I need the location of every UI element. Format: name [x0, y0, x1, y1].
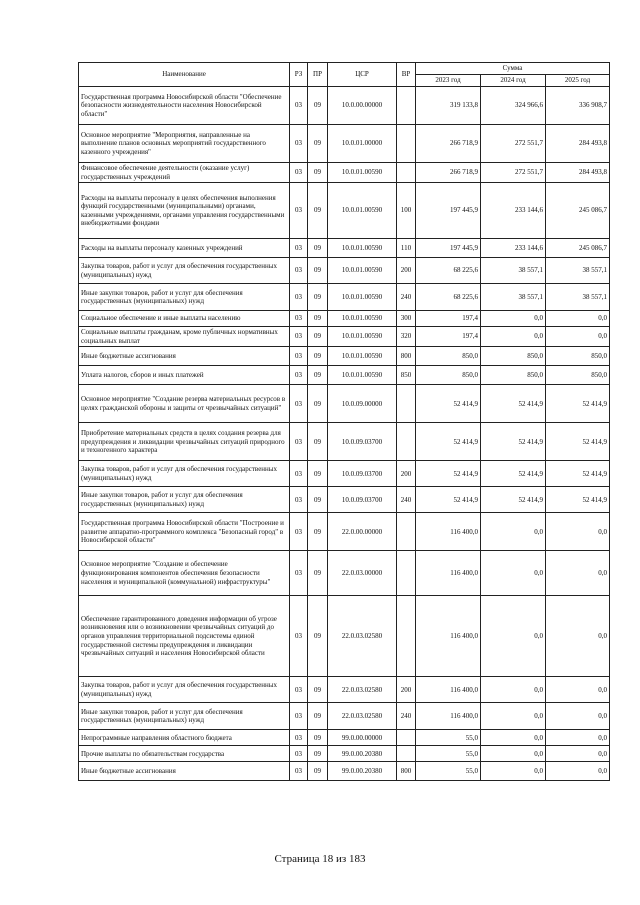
row-csr: 10.0.01.00590: [328, 366, 397, 385]
table-row: [79, 461, 610, 487]
row-rz: 03: [290, 87, 308, 125]
row-pr: 09: [308, 762, 328, 781]
row-csr: 10.0.01.00590: [328, 311, 397, 327]
row-vr: 850: [397, 366, 416, 385]
row-pr: 09: [308, 258, 328, 284]
row-name: Расходы на выплаты персоналу казенных учреждений: [79, 239, 290, 258]
row-rz: 03: [290, 258, 308, 284]
row-rz: 03: [290, 125, 308, 163]
row-rz: 03: [290, 746, 308, 762]
row-rz: 03: [290, 327, 308, 347]
row-rz: 03: [290, 551, 308, 596]
row-sum-2025: 850,0: [546, 366, 610, 385]
row-rz: 03: [290, 311, 308, 327]
table-row: [79, 183, 610, 239]
row-sum-2023: 68 225,6: [416, 258, 481, 284]
row-vr: 200: [397, 677, 416, 703]
row-pr: 09: [308, 596, 328, 677]
row-name: Закупка товаров, работ и услуг для обеспечения государственных (муниципальных) нужд: [79, 461, 290, 487]
table-row: [79, 746, 610, 762]
row-sum-2024: 324 966,6: [481, 87, 546, 125]
table-body: [79, 87, 610, 781]
table-row: [79, 366, 610, 385]
row-pr: 09: [308, 163, 328, 183]
header-year-2025: 2025 год: [546, 75, 610, 87]
row-sum-2025: 0,0: [546, 703, 610, 730]
row-csr: 22.0.03.02580: [328, 703, 397, 730]
row-sum-2024: 233 144,6: [481, 239, 546, 258]
row-name: Основное мероприятие "Создание и обеспечение функционирования компонентов обеспечения безопасности населения и муниципальной (коммунальной) инфраструктуры": [79, 551, 290, 596]
row-sum-2025: 0,0: [546, 677, 610, 703]
row-vr: 200: [397, 258, 416, 284]
row-rz: 03: [290, 730, 308, 746]
row-sum-2025: 0,0: [546, 513, 610, 551]
row-pr: 09: [308, 284, 328, 311]
row-sum-2023: 197 445,9: [416, 239, 481, 258]
row-pr: 09: [308, 746, 328, 762]
row-sum-2024: 0,0: [481, 703, 546, 730]
table-row: [79, 239, 610, 258]
row-csr: 10.0.01.00590: [328, 347, 397, 366]
row-vr: [397, 125, 416, 163]
row-name: Основное мероприятие "Создание резерва материальных ресурсов в целях гражданской обороны и защиты от чрезвычайных ситуаций": [79, 385, 290, 423]
row-name: Иные закупки товаров, работ и услуг для обеспечения государственных (муниципальных) нужд: [79, 284, 290, 311]
row-csr: 10.0.01.00590: [328, 163, 397, 183]
row-pr: 09: [308, 366, 328, 385]
row-rz: 03: [290, 423, 308, 461]
row-name: Иные закупки товаров, работ и услуг для обеспечения государственных (муниципальных) нужд: [79, 487, 290, 513]
row-csr: 10.0.09.03700: [328, 487, 397, 513]
table-row: [79, 487, 610, 513]
row-sum-2025: 0,0: [546, 762, 610, 781]
row-csr: 99.0.00.20380: [328, 746, 397, 762]
table-row: [79, 423, 610, 461]
row-vr: [397, 163, 416, 183]
row-sum-2025: 0,0: [546, 730, 610, 746]
table-row: [79, 703, 610, 730]
table-row: [79, 677, 610, 703]
row-sum-2023: 116 400,0: [416, 703, 481, 730]
row-pr: 09: [308, 311, 328, 327]
row-sum-2025: 52 414,9: [546, 487, 610, 513]
row-sum-2023: 266 718,9: [416, 163, 481, 183]
row-sum-2025: 0,0: [546, 596, 610, 677]
row-name: Социальное обеспечение и иные выплаты населению: [79, 311, 290, 327]
row-csr: 10.0.01.00590: [328, 258, 397, 284]
row-csr: 99.0.00.20380: [328, 762, 397, 781]
row-sum-2023: 116 400,0: [416, 677, 481, 703]
row-name: Уплата налогов, сборов и иных платежей: [79, 366, 290, 385]
table-row: [79, 284, 610, 311]
row-sum-2023: 197 445,9: [416, 183, 481, 239]
row-sum-2025: 336 908,7: [546, 87, 610, 125]
row-sum-2025: 0,0: [546, 311, 610, 327]
row-sum-2025: 0,0: [546, 551, 610, 596]
row-name: Основное мероприятие "Мероприятия, направленные на выполнение планов основных мероприятий государственного казенного учреждения": [79, 125, 290, 163]
row-rz: 03: [290, 366, 308, 385]
header-csr: ЦСР: [328, 63, 397, 87]
row-csr: 10.0.01.00590: [328, 327, 397, 347]
row-name: Обеспечение гарантированного доведения информации об угрозе возникновения или о возникновении чрезвычайных ситуаций до органов управления территориальной подсистемы единой государственной системы предупреждения и ликвидации чрезвычайных ситуаций и населения Новосибирской области: [79, 596, 290, 677]
row-vr: [397, 730, 416, 746]
header-pr: ПР: [308, 63, 328, 87]
row-csr: 10.0.09.03700: [328, 461, 397, 487]
row-rz: 03: [290, 385, 308, 423]
row-rz: 03: [290, 513, 308, 551]
row-sum-2024: 272 551,7: [481, 163, 546, 183]
row-sum-2024: 0,0: [481, 746, 546, 762]
row-pr: 09: [308, 487, 328, 513]
row-sum-2024: 0,0: [481, 596, 546, 677]
row-sum-2025: 52 414,9: [546, 385, 610, 423]
row-sum-2023: 319 133,8: [416, 87, 481, 125]
row-sum-2025: 38 557,1: [546, 284, 610, 311]
row-sum-2023: 52 414,9: [416, 385, 481, 423]
row-vr: 200: [397, 461, 416, 487]
row-pr: 09: [308, 183, 328, 239]
row-sum-2025: 38 557,1: [546, 258, 610, 284]
row-csr: 22.0.03.02580: [328, 677, 397, 703]
row-sum-2023: 850,0: [416, 366, 481, 385]
table-row: [79, 125, 610, 163]
row-sum-2024: 52 414,9: [481, 385, 546, 423]
row-sum-2024: 52 414,9: [481, 487, 546, 513]
row-sum-2023: 55,0: [416, 762, 481, 781]
row-sum-2024: 0,0: [481, 762, 546, 781]
row-pr: 09: [308, 730, 328, 746]
row-sum-2025: 245 086,7: [546, 239, 610, 258]
header-rz: РЗ: [290, 63, 308, 87]
row-sum-2025: 284 493,8: [546, 163, 610, 183]
row-vr: 800: [397, 347, 416, 366]
row-csr: 10.0.09.00000: [328, 385, 397, 423]
table-row: [79, 730, 610, 746]
table-row: [79, 762, 610, 781]
row-pr: 09: [308, 239, 328, 258]
row-csr: 22.0.03.00000: [328, 551, 397, 596]
row-vr: [397, 423, 416, 461]
row-name: Расходы на выплаты персоналу в целях обеспечения выполнения функций государственными (муниципальными) органами, казенными учреждениями, органами управления государственными внебюджетными фондами: [79, 183, 290, 239]
row-pr: 09: [308, 125, 328, 163]
row-sum-2024: 0,0: [481, 551, 546, 596]
row-name: Прочие выплаты по обязательствам государства: [79, 746, 290, 762]
row-name: Государственная программа Новосибирской области "Построение и развитие аппаратно-программного комплекса "Безопасный город" в Новосибирской области": [79, 513, 290, 551]
header-vr: ВР: [397, 63, 416, 87]
row-sum-2025: 284 493,8: [546, 125, 610, 163]
row-name: Приобретение материальных средств в целях создания резерва для предупреждения и ликвидации чрезвычайных ситуаций природного и техногенного характера: [79, 423, 290, 461]
table-row: [79, 258, 610, 284]
table-row: [79, 551, 610, 596]
row-sum-2024: 0,0: [481, 730, 546, 746]
row-sum-2024: 233 144,6: [481, 183, 546, 239]
budget-table: [78, 62, 610, 781]
row-rz: 03: [290, 703, 308, 730]
row-name: Государственная программа Новосибирской области "Обеспечение безопасности жизнедеятельности населения Новосибирской области": [79, 87, 290, 125]
row-name: Закупка товаров, работ и услуг для обеспечения государственных (муниципальных) нужд: [79, 258, 290, 284]
row-pr: 09: [308, 87, 328, 125]
row-pr: 09: [308, 327, 328, 347]
budget-table-container: [78, 62, 609, 781]
row-sum-2023: 197,4: [416, 311, 481, 327]
row-pr: 09: [308, 551, 328, 596]
row-name: Иные бюджетные ассигнования: [79, 762, 290, 781]
row-sum-2023: 52 414,9: [416, 423, 481, 461]
row-csr: 99.0.00.00000: [328, 730, 397, 746]
row-rz: 03: [290, 347, 308, 366]
row-sum-2024: 38 557,1: [481, 284, 546, 311]
row-vr: [397, 596, 416, 677]
row-name: Закупка товаров, работ и услуг для обеспечения государственных (муниципальных) нужд: [79, 677, 290, 703]
row-pr: 09: [308, 347, 328, 366]
row-pr: 09: [308, 703, 328, 730]
row-sum-2025: 245 086,7: [546, 183, 610, 239]
row-sum-2025: 52 414,9: [546, 423, 610, 461]
row-sum-2024: 0,0: [481, 513, 546, 551]
header-sums: Сумма: [416, 63, 610, 75]
row-sum-2024: 850,0: [481, 347, 546, 366]
row-vr: 240: [397, 487, 416, 513]
header-name: Наименование: [79, 63, 290, 87]
row-sum-2023: 68 225,6: [416, 284, 481, 311]
row-sum-2024: 0,0: [481, 311, 546, 327]
row-rz: 03: [290, 284, 308, 311]
row-vr: [397, 551, 416, 596]
row-sum-2023: 197,4: [416, 327, 481, 347]
table-row: [79, 385, 610, 423]
row-sum-2023: 52 414,9: [416, 487, 481, 513]
row-pr: 09: [308, 385, 328, 423]
row-rz: 03: [290, 596, 308, 677]
row-vr: [397, 87, 416, 125]
row-name: Социальные выплаты гражданам, кроме публичных нормативных социальных выплат: [79, 327, 290, 347]
row-vr: [397, 513, 416, 551]
row-pr: 09: [308, 677, 328, 703]
row-csr: 22.0.03.02580: [328, 596, 397, 677]
row-sum-2023: 55,0: [416, 730, 481, 746]
row-name: Иные закупки товаров, работ и услуг для обеспечения государственных (муниципальных) нужд: [79, 703, 290, 730]
row-sum-2024: 52 414,9: [481, 461, 546, 487]
row-sum-2024: 52 414,9: [481, 423, 546, 461]
row-sum-2023: 116 400,0: [416, 513, 481, 551]
row-csr: 10.0.00.00000: [328, 87, 397, 125]
table-row: [79, 596, 610, 677]
table-row: [79, 311, 610, 327]
row-sum-2025: 0,0: [546, 746, 610, 762]
header-year-2023: 2023 год: [416, 75, 481, 87]
row-vr: 110: [397, 239, 416, 258]
row-sum-2025: 0,0: [546, 327, 610, 347]
row-sum-2023: 266 718,9: [416, 125, 481, 163]
row-csr: 10.0.01.00000: [328, 125, 397, 163]
row-sum-2023: 850,0: [416, 347, 481, 366]
row-sum-2024: 272 551,7: [481, 125, 546, 163]
row-vr: 100: [397, 183, 416, 239]
row-vr: 320: [397, 327, 416, 347]
row-vr: 800: [397, 762, 416, 781]
row-pr: 09: [308, 461, 328, 487]
row-rz: 03: [290, 239, 308, 258]
row-rz: 03: [290, 163, 308, 183]
row-vr: [397, 746, 416, 762]
table-row: [79, 163, 610, 183]
row-csr: 10.0.01.00590: [328, 239, 397, 258]
row-csr: 10.0.09.03700: [328, 423, 397, 461]
table-row: [79, 513, 610, 551]
table-row: [79, 347, 610, 366]
row-sum-2025: 850,0: [546, 347, 610, 366]
row-vr: 240: [397, 284, 416, 311]
row-sum-2024: 0,0: [481, 677, 546, 703]
page-number: Страница 18 из 183: [274, 853, 366, 865]
row-csr: 22.0.00.00000: [328, 513, 397, 551]
row-vr: 240: [397, 703, 416, 730]
row-sum-2024: 850,0: [481, 366, 546, 385]
row-name: Непрограммные направления областного бюджета: [79, 730, 290, 746]
row-rz: 03: [290, 487, 308, 513]
row-rz: 03: [290, 461, 308, 487]
row-sum-2023: 52 414,9: [416, 461, 481, 487]
row-sum-2023: 116 400,0: [416, 551, 481, 596]
row-name: Финансовое обеспечение деятельности (оказание услуг) государственных учреждений: [79, 163, 290, 183]
row-rz: 03: [290, 677, 308, 703]
row-name: Иные бюджетные ассигнования: [79, 347, 290, 366]
row-csr: 10.0.01.00590: [328, 284, 397, 311]
row-sum-2024: 0,0: [481, 327, 546, 347]
row-vr: 300: [397, 311, 416, 327]
header-year-2024: 2024 год: [481, 75, 546, 87]
row-pr: 09: [308, 513, 328, 551]
row-rz: 03: [290, 183, 308, 239]
row-csr: 10.0.01.00590: [328, 183, 397, 239]
row-vr: [397, 385, 416, 423]
row-pr: 09: [308, 423, 328, 461]
row-sum-2023: 116 400,0: [416, 596, 481, 677]
row-sum-2025: 52 414,9: [546, 461, 610, 487]
row-sum-2024: 38 557,1: [481, 258, 546, 284]
row-sum-2023: 55,0: [416, 746, 481, 762]
table-row: [79, 327, 610, 347]
table-row: [79, 87, 610, 125]
row-rz: 03: [290, 762, 308, 781]
